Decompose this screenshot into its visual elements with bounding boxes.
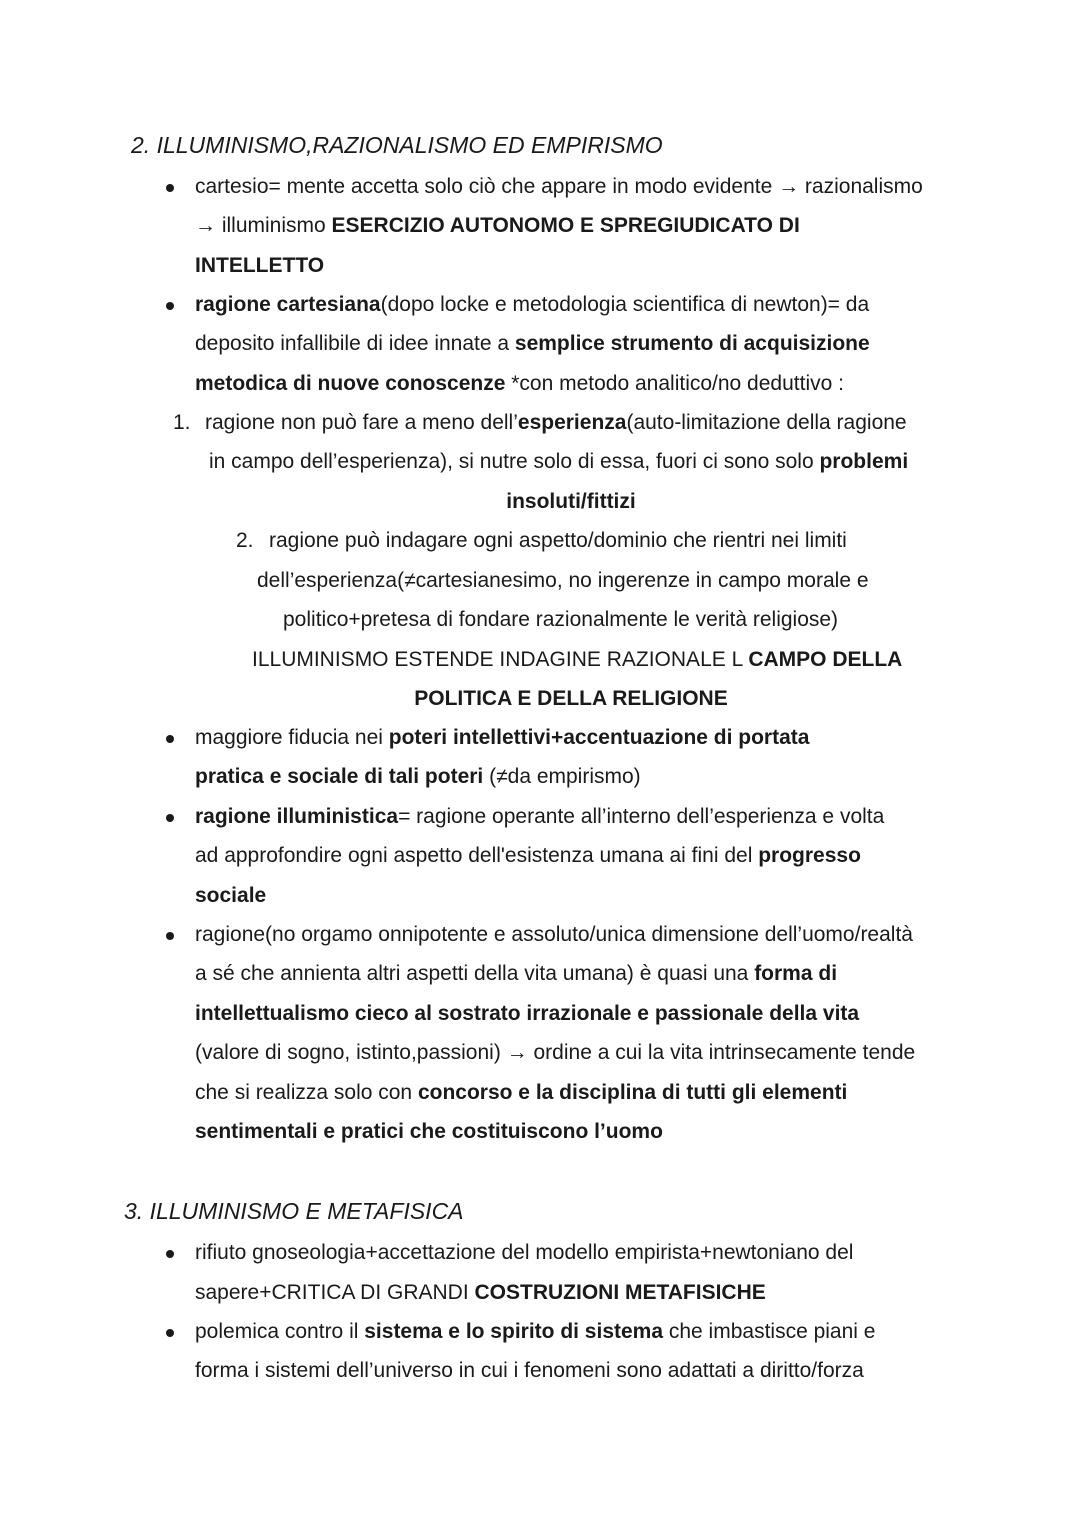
bullet-marker [166, 932, 174, 940]
bullet-line: → illuminismo ESERCIZIO AUTONOMO E SPREGIUDICATO DI [195, 214, 800, 237]
section-heading: 3. ILLUMINISMO E METAFISICA [124, 1198, 464, 1224]
list-number: 1. [173, 411, 191, 434]
bullet-marker [166, 814, 174, 822]
bullet-line: ragione illuministica= ragione operante all’interno dell’esperienza e volta [195, 805, 885, 828]
bullet-marker [166, 302, 174, 310]
bullet-line: ad approfondire ogni aspetto dell'esistenza umana ai fini del progresso [195, 844, 861, 867]
bullet-line: ragione(no orgamo onnipotente e assoluto/unica dimensione dell’uomo/realtà [195, 923, 913, 946]
bullet-line: maggiore fiducia nei poteri intellettivi+accentuazione di portata [195, 726, 810, 749]
bullet-line: che si realizza solo con concorso e la disciplina di tutti gli elementi [195, 1081, 848, 1104]
bullet-line: rifiuto gnoseologia+accettazione del modello empirista+newtoniano del [195, 1241, 854, 1264]
section-heading: 2. ILLUMINISMO,RAZIONALISMO ED EMPIRISMO [131, 132, 663, 158]
numbered-line: politico+pretesa di fondare razionalmente le verità religiose) [283, 608, 839, 631]
numbered-line: dell’esperienza(≠cartesianesimo, no ingerenze in campo morale e [257, 569, 869, 592]
bullet-line: sociale [195, 884, 267, 907]
bullet-marker [166, 735, 174, 743]
bullet-line: sentimentali e pratici che costituiscono l’uomo [195, 1120, 663, 1143]
bullet-marker [166, 1250, 174, 1258]
bullet-line: deposito infallibile di idee innate a semplice strumento di acquisizione [195, 332, 870, 355]
numbered-line: ragione può indagare ogni aspetto/dominio che rientri nei limiti [269, 529, 847, 552]
numbered-line: ragione non può fare a meno dell’esperienza(auto-limitazione della ragione [205, 411, 907, 434]
bullet-marker [166, 184, 174, 192]
bullet-line: (valore di sogno, istinto,passioni) → ordine a cui la vita intrinsecamente tende [195, 1041, 916, 1064]
bullet-line: cartesio= mente accetta solo ciò che appare in modo evidente → razionalismo [195, 175, 923, 198]
numbered-line: insoluti/fittizi [506, 490, 636, 513]
bullet-line: polemica contro il sistema e lo spirito di sistema che imbastisce piani e [195, 1320, 876, 1343]
bullet-line: pratica e sociale di tali poteri (≠da empirismo) [195, 765, 641, 788]
bullet-line: forma i sistemi dell’universo in cui i fenomeni sono adattati a diritto/forza [195, 1359, 864, 1382]
numbered-line: in campo dell’esperienza), si nutre solo di essa, fuori ci sono solo problemi [209, 450, 909, 473]
list-number: 2. [236, 529, 254, 552]
bullet-marker [166, 1329, 174, 1337]
bullet-line: sapere+CRITICA DI GRANDI COSTRUZIONI METAFISICHE [195, 1281, 766, 1304]
bullet-line: INTELLETTO [195, 254, 325, 277]
numbered-line: POLITICA E DELLA RELIGIONE [414, 687, 728, 710]
bullet-line: metodica di nuove conoscenze *con metodo analitico/no deduttivo : [195, 372, 844, 395]
bullet-line: a sé che annienta altri aspetti della vita umana) è quasi una forma di [195, 962, 838, 985]
bullet-line: ragione cartesiana(dopo locke e metodologia scientifica di newton)= da [195, 293, 870, 316]
numbered-line: ILLUMINISMO ESTENDE INDAGINE RAZIONALE L CAMPO DELLA [252, 648, 903, 671]
bullet-line: intellettualismo cieco al sostrato irrazionale e passionale della vita [195, 1002, 860, 1025]
